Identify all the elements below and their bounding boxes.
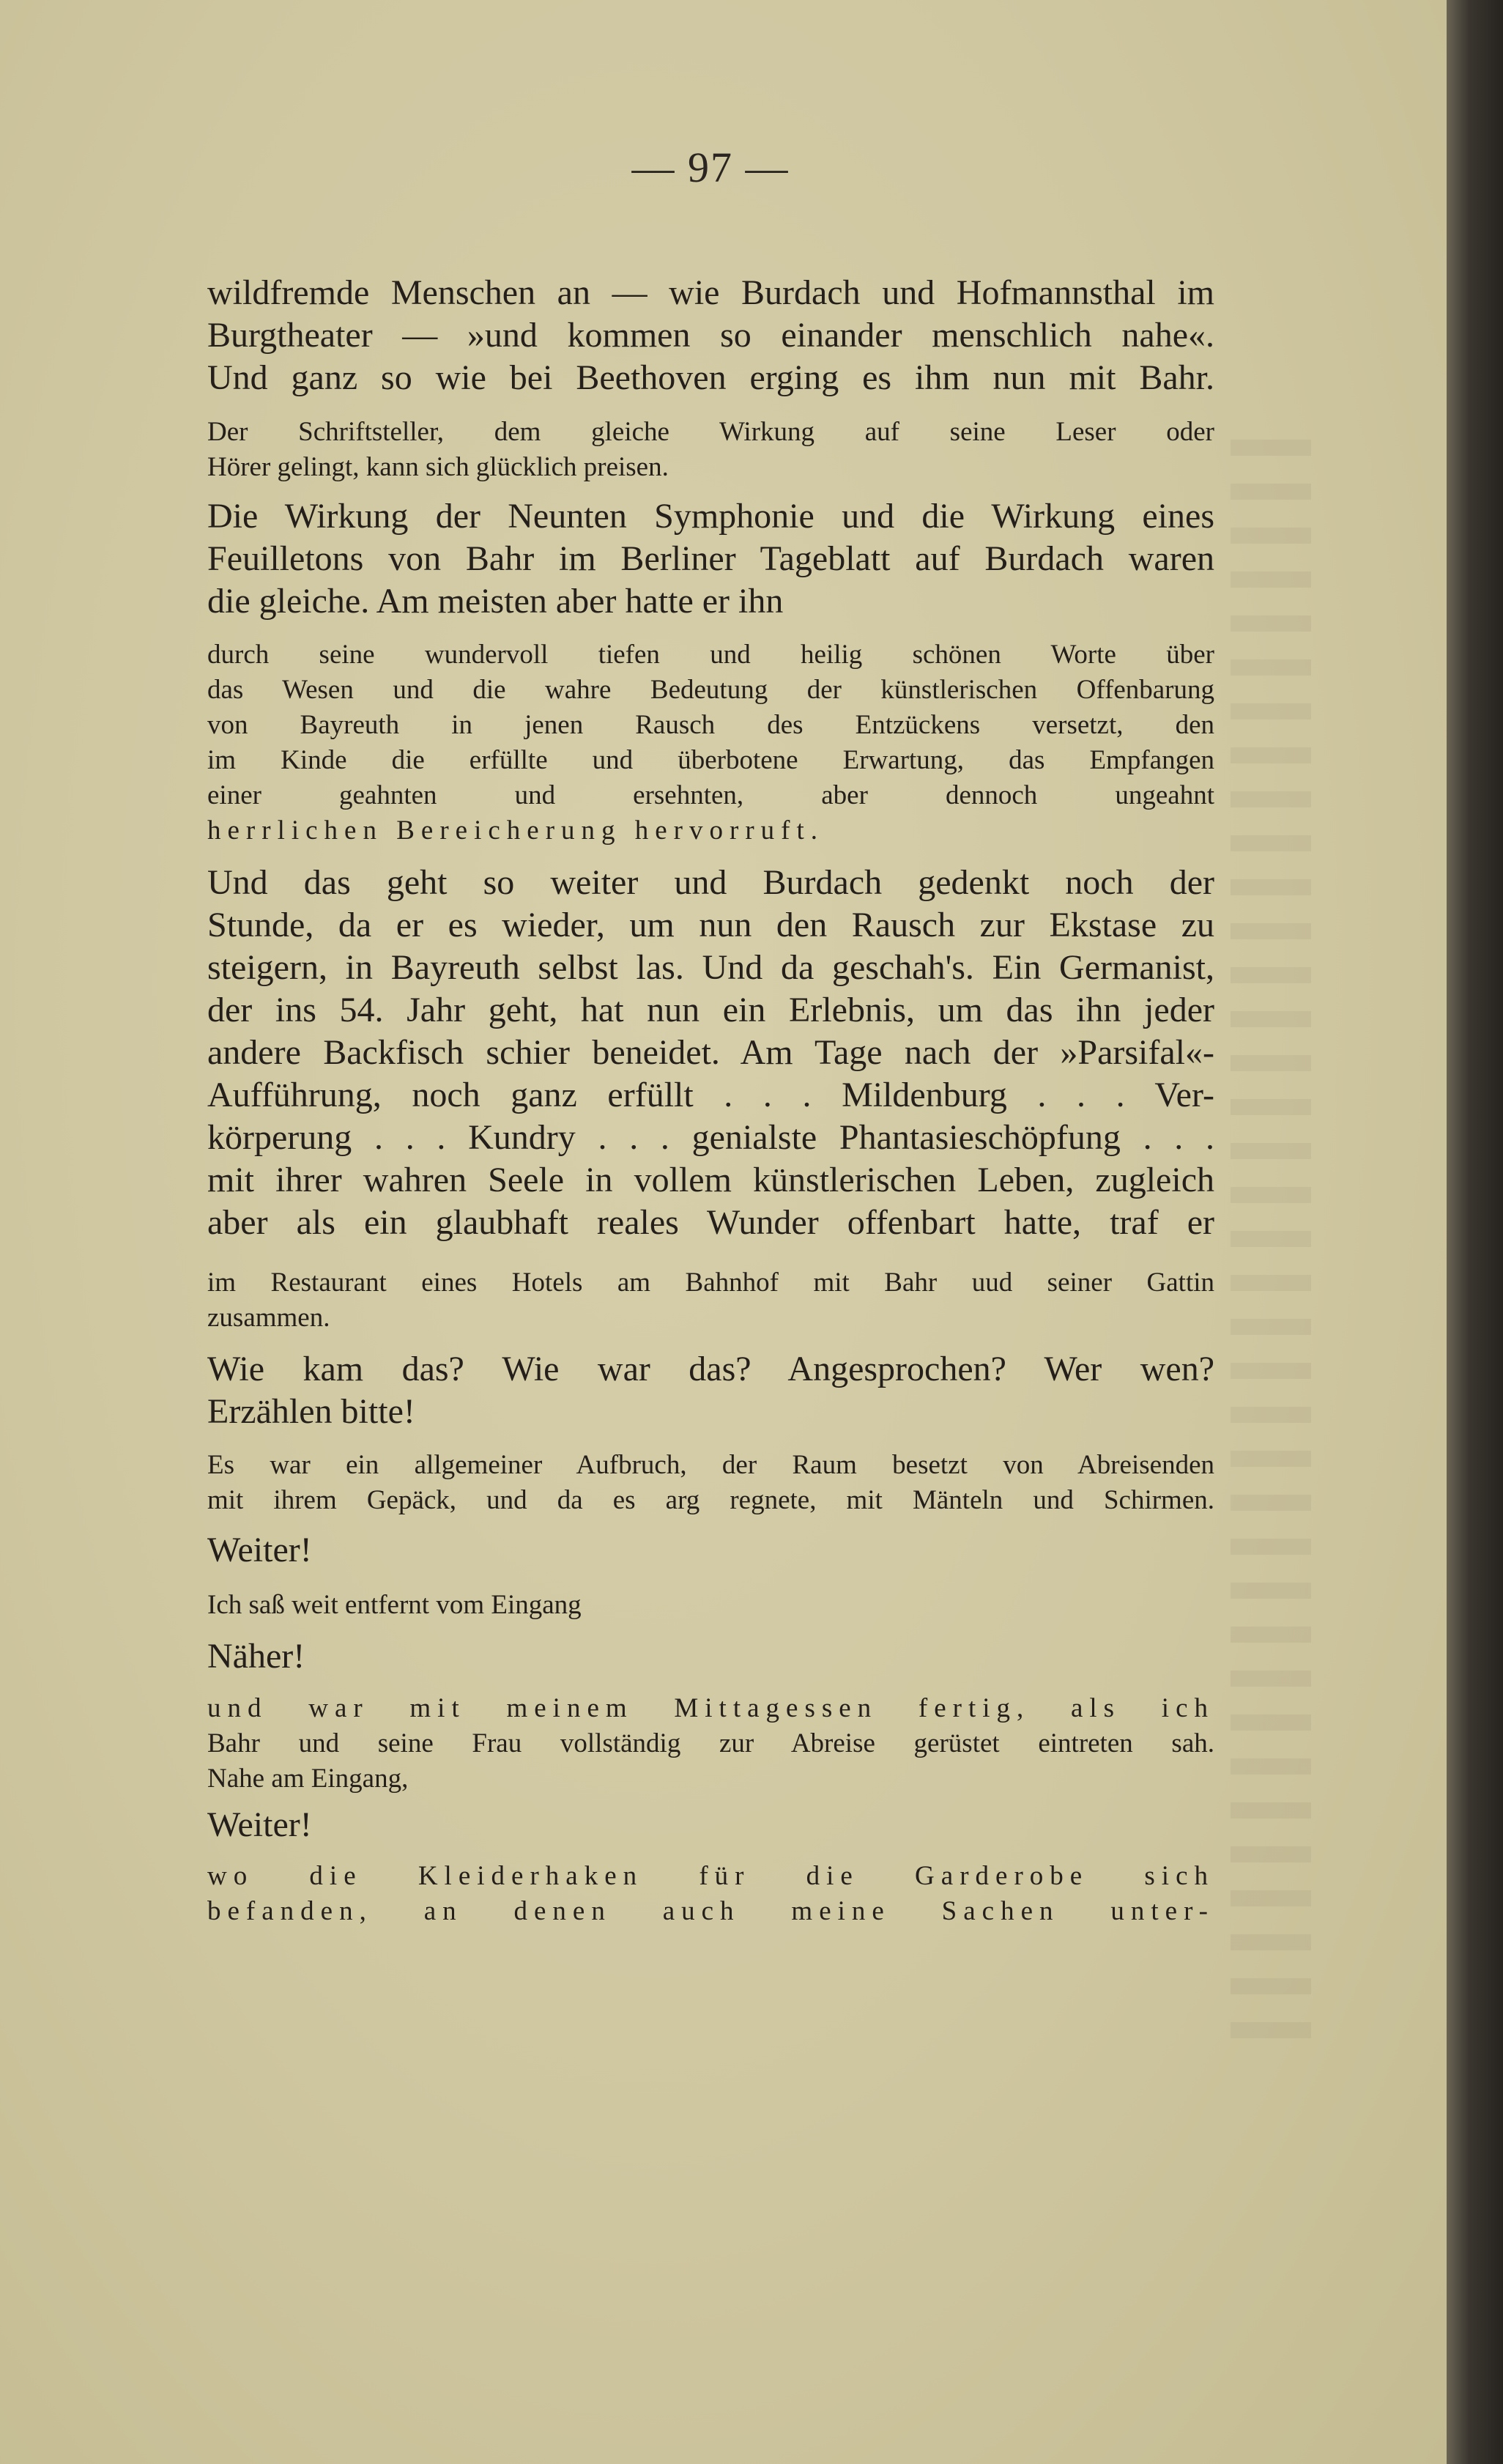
- prompt-naeher: [207, 1635, 1214, 1678]
- quote-6: [207, 1691, 1214, 1797]
- text-line: Weiter!: [207, 1531, 312, 1569]
- paragraph-3: [207, 862, 1214, 1244]
- quote-3: [207, 1265, 1214, 1336]
- quote-4: [207, 1448, 1214, 1518]
- text-line: Die Wirkung der Neunten Symphonie und die Wirkung eines: [207, 497, 1214, 536]
- text-line: einer geahnten und ersehnten, aber dennoch ungeahnt: [207, 780, 1214, 810]
- paragraph-1: [207, 272, 1214, 399]
- text-line: die gleiche. Am meisten aber hatte er ihn: [207, 582, 784, 621]
- quote-2: [207, 637, 1214, 848]
- text-line: das Wesen und die wahre Bedeutung der künstlerischen Offenbarung: [207, 675, 1214, 705]
- text-line: von Bayreuth in jenen Rausch des Entzückens versetzt, den: [207, 710, 1214, 740]
- text-line: Feuilletons von Bahr im Berliner Tageblatt auf Burdach waren: [207, 539, 1214, 578]
- text-line: andere Backfisch schier beneidet. Am Tage nach der »Parsifal«-: [207, 1033, 1214, 1072]
- quote-1: [207, 415, 1214, 485]
- text-line: durch seine wundervoll tiefen und heilig schönen Worte über: [207, 640, 1214, 670]
- text-line: Es war ein allgemeiner Aufbruch, der Raum besetzt von Abreisenden: [207, 1450, 1214, 1480]
- text-line: wildfremde Menschen an — wie Burdach und Hofmannsthal im: [207, 273, 1214, 312]
- text-line: der ins 54. Jahr geht, hat nun ein Erlebnis, um das ihn jeder: [207, 991, 1214, 1029]
- text-line: Burgtheater — »und kommen so einander menschlich nahe«.: [207, 316, 1214, 355]
- prompt-weiter-1: [207, 1529, 1214, 1572]
- text-line: im Kinde die erfüllte und überbotene Erwartung, das Empfangen: [207, 745, 1214, 775]
- text-line: Und das geht so weiter und Burdach gedenkt noch der: [207, 863, 1214, 902]
- text-line: und war mit meinem Mittagessen fertig, als ich: [207, 1693, 1214, 1723]
- show-through-bleed: [1231, 440, 1311, 2052]
- text-line: Aufführung, noch ganz erfüllt . . . Mildenburg . . . Ver-: [207, 1076, 1214, 1114]
- text-line: zusammen.: [207, 1303, 330, 1333]
- text-line: Stunde, da er es wieder, um nun den Rausch zur Ekstase zu: [207, 906, 1214, 944]
- text-line: Wie kam das? Wie war das? Angesprochen? Wer wen?: [207, 1350, 1214, 1388]
- text-line: herrlichen Bereicherung hervorruft.: [207, 815, 824, 846]
- text-line: Hörer gelingt, kann sich glücklich preisen.: [207, 452, 669, 482]
- text-line: Und ganz so wie bei Beethoven erging es ihm nun mit Bahr.: [207, 358, 1214, 397]
- text-line: Weiter!: [207, 1805, 312, 1844]
- page-number: — 97 —: [631, 144, 790, 191]
- question-line: [207, 1348, 1214, 1433]
- text-line: wo die Kleiderhaken für die Garderobe sich: [207, 1861, 1214, 1891]
- text-line: mit ihrer wahren Seele in vollem künstlerischen Leben, zugleich: [207, 1161, 1214, 1199]
- text-line: Bahr und seine Frau vollständig zur Abreise gerüstet eintreten sah.: [207, 1728, 1214, 1758]
- text-line: Nahe am Eingang,: [207, 1764, 409, 1794]
- book-gutter: [1447, 0, 1503, 2464]
- text-line: aber als ein glaubhaft reales Wunder offenbart hatte, traf er: [207, 1203, 1214, 1242]
- paragraph-2: [207, 495, 1214, 623]
- quote-5: [207, 1588, 1214, 1623]
- quote-7: [207, 1859, 1214, 1929]
- text-line: Der Schriftsteller, dem gleiche Wirkung auf seine Leser oder: [207, 417, 1214, 447]
- text-line: befanden, an denen auch meine Sachen unter-: [207, 1896, 1214, 1926]
- text-line: körperung . . . Kundry . . . genialste Phantasieschöpfung . . .: [207, 1118, 1214, 1157]
- text-line: im Restaurant eines Hotels am Bahnhof mit Bahr uud seiner Gattin: [207, 1268, 1214, 1298]
- text-line: Erzählen bitte!: [207, 1392, 415, 1431]
- text-line: steigern, in Bayreuth selbst las. Und da geschah's. Ein Germanist,: [207, 948, 1214, 987]
- prompt-weiter-2: [207, 1804, 1214, 1846]
- text-line: Näher!: [207, 1637, 305, 1676]
- text-line: Ich saß weit entfernt vom Eingang: [207, 1590, 582, 1620]
- text-line: mit ihrem Gepäck, und da es arg regnete, mit Mänteln und Schirmen.: [207, 1485, 1214, 1515]
